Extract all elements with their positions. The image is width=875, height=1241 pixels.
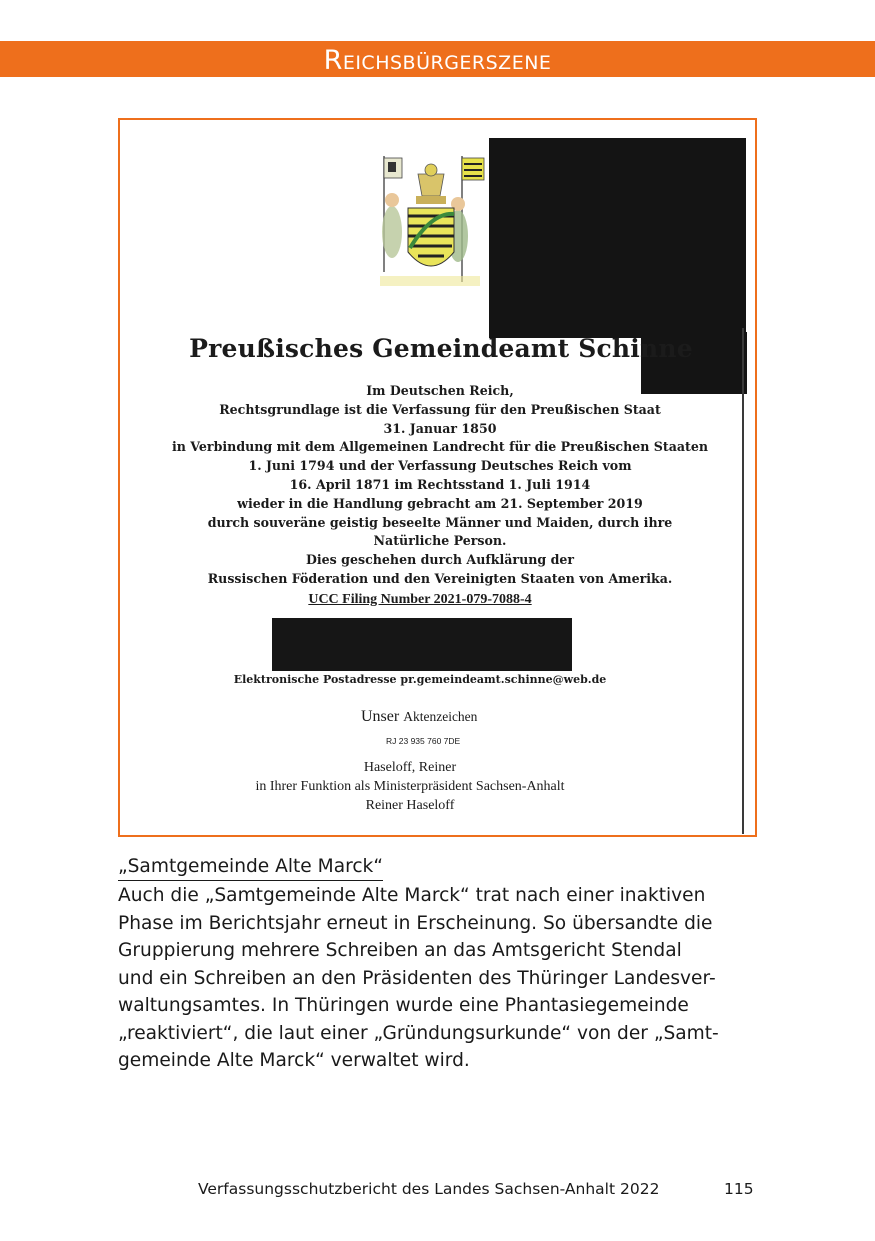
section-heading: „Samtgemeinde Alte Marck“ bbox=[118, 854, 383, 881]
document-body-line: in Verbindung mit dem Allgemeinen Landrecht für die Preußischen Staaten bbox=[171, 439, 708, 455]
paragraph-line: gemeinde Alte Marck“ verwaltet wird. bbox=[118, 1050, 470, 1071]
document-body-line: Rechtsgrundlage ist die Verfassung für den Preußischen Staat bbox=[219, 401, 661, 417]
redaction-block-top bbox=[489, 138, 746, 338]
document-heading: Preußisches Gemeindeamt Schinne bbox=[189, 334, 693, 363]
footer-title: Verfassungsschutzbericht des Landes Sachsen-Anhalt 2022 bbox=[198, 1180, 660, 1198]
recipient-line: Reiner Haseloff bbox=[365, 798, 455, 813]
document-scan-figure bbox=[118, 118, 757, 837]
paragraph-line: waltungsamtes. In Thüringen wurde eine Phantasiegemeinde bbox=[118, 995, 689, 1016]
coat-of-arms-image bbox=[370, 152, 492, 292]
file-reference-label bbox=[361, 708, 477, 726]
paragraph-line: und ein Schreiben an den Präsidenten des Thüringer Landesver- bbox=[118, 967, 716, 989]
document-body-line: Natürliche Person. bbox=[373, 533, 507, 549]
document-body-line: 31. Januar 1850 bbox=[383, 420, 497, 436]
document-body-line: Dies geschehen durch Aufklärung der bbox=[305, 552, 575, 568]
redaction-block-middle bbox=[272, 618, 572, 671]
paragraph-line: Phase im Berichtsjahr erneut in Erscheinung. So übersandte die bbox=[118, 912, 713, 934]
paragraph-line: Gruppierung mehrere Schreiben an das Amtsgericht Stendal bbox=[118, 940, 682, 961]
document-body-line: 16. April 1871 im Rechtsstand 1. Juli 1914 bbox=[289, 476, 591, 492]
section-paragraph bbox=[118, 882, 758, 1075]
section-header-title: Reichsbürgerszene bbox=[323, 45, 552, 76]
recipient-block bbox=[120, 758, 700, 815]
page-number: 115 bbox=[724, 1180, 754, 1198]
document-body-line: wieder in die Handlung gebracht am 21. September 2019 bbox=[237, 495, 643, 511]
file-reference-word: Unser bbox=[361, 708, 400, 725]
file-reference-label-text: Aktenzeichen bbox=[403, 709, 478, 724]
section-header-bar bbox=[0, 41, 875, 77]
paragraph-line: „reaktiviert“, die laut einer „Gründungsurkunde“ von der „Samt- bbox=[118, 1022, 719, 1044]
scan-edge-line bbox=[742, 328, 744, 834]
file-reference-number: RJ 23 935 760 7DE bbox=[386, 736, 461, 746]
document-body-line: durch souveräne geistig beseelte Männer und Maiden, durch ihre bbox=[207, 514, 673, 530]
document-body-line: Im Deutschen Reich, bbox=[366, 383, 514, 398]
recipient-line: Haseloff, Reiner bbox=[363, 760, 457, 775]
electronic-address: Elektronische Postadresse pr.gemeindeamt.schinne@web.de bbox=[233, 673, 607, 686]
paragraph-line: Auch die „Samtgemeinde Alte Marck“ trat nach einer inaktiven bbox=[118, 885, 706, 906]
document-body bbox=[160, 382, 720, 589]
ucc-filing-number: UCC Filing Number 2021-079-7088-4 bbox=[308, 592, 532, 607]
document-body-line: 1. Juni 1794 und der Verfassung Deutsches Reich vom bbox=[248, 458, 632, 474]
recipient-line: in Ihrer Funktion als Ministerpräsident Sachsen-Anhalt bbox=[255, 779, 565, 794]
document-body-line: Russischen Föderation und den Vereinigten Staaten von Amerika. bbox=[207, 570, 673, 586]
